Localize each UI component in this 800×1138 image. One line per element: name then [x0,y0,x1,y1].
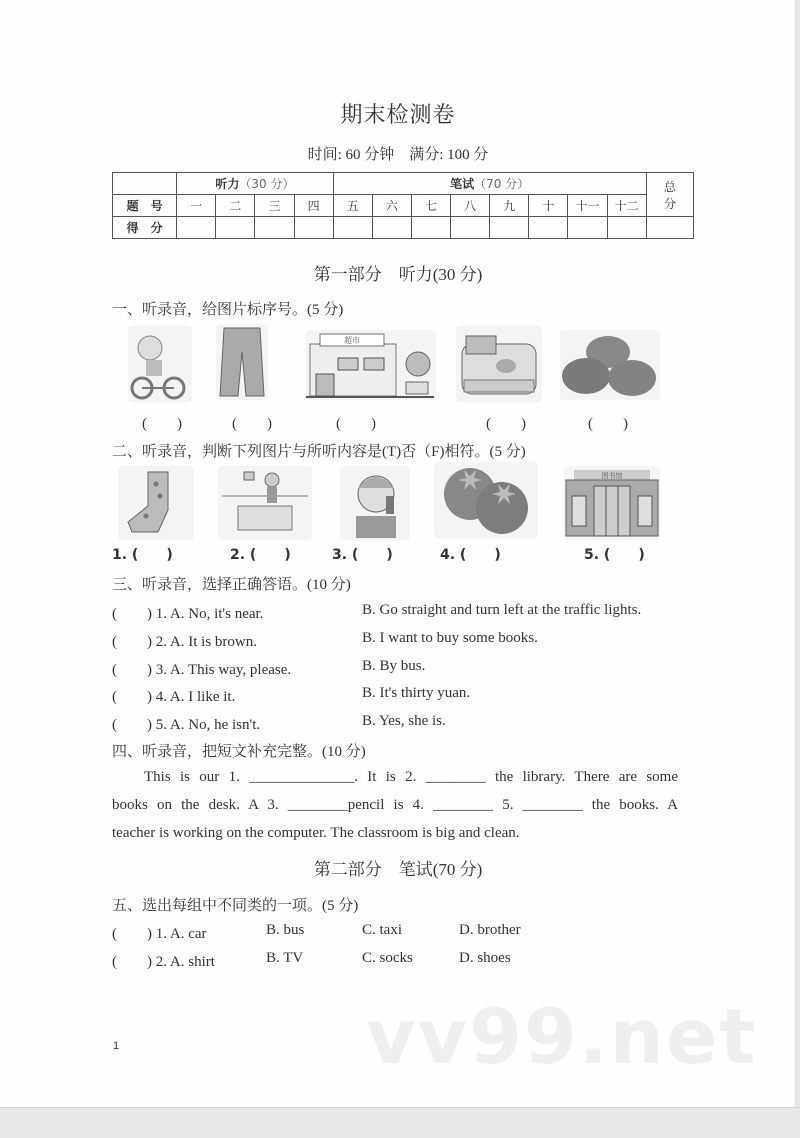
boy-riding-bicycle-icon [128,326,192,402]
q2-answer-3[interactable]: 3. ( ) [332,547,393,563]
score-cell [451,217,490,239]
q3-item-2-a: ( ) 2. A. It is brown. [112,634,257,650]
page-number: 1 [113,1040,120,1052]
svg-text:图书馆: 图书馆 [601,472,623,480]
library-icon [564,466,660,540]
q3-item-4-b: B. It's thirty yuan. [362,685,471,701]
corner-cell [113,173,177,195]
col-3: 三 [255,195,294,217]
question-number-label: 题 号 [113,195,177,217]
q4-line-3: teacher is working on the computer. The classroom is big and clean. [112,825,520,841]
col-4: 四 [294,195,333,217]
part2-title: 第二部分 笔试(70 分) [313,860,483,879]
vertical-scrollbar[interactable] [795,0,800,1107]
col-5: 五 [333,195,372,217]
q3-heading: 三、听录音，选择正确答语。(10 分) [112,577,351,593]
total-score-header: 总 分 [646,173,693,217]
score-cell [294,217,333,239]
q1-answer-4[interactable]: ( ) [486,416,526,432]
col-8: 八 [451,195,490,217]
total-score-cell [646,217,693,239]
col-12: 十二 [607,195,646,217]
supermarket-icon [306,330,436,400]
score-row [113,217,694,239]
boy-in-living-room-icon [218,466,312,540]
svg-text:超市: 超市 [344,336,360,345]
q3-item-1-a: ( ) 1. A. No, it's near. [112,606,264,622]
score-cell [607,217,646,239]
col-11: 十一 [568,195,607,217]
q5-item-2-b: B. TV [266,950,304,966]
q3-item-2-b: B. I want to buy some books. [362,630,538,646]
tomatoes-icon [434,462,538,538]
q3-item-5-a: ( ) 5. A. No, he isn't. [112,717,261,733]
q3-item-1-b: B. Go straight and turn left at the traffic lights. [362,602,642,618]
q4-passage [112,763,678,847]
col-2: 二 [216,195,255,217]
q2-answer-4[interactable]: 4. ( ) [440,547,501,563]
score-cell [490,217,529,239]
q5-item-1-a: ( ) 1. A. car [112,926,207,942]
col-10: 十 [529,195,568,217]
score-cell [333,217,372,239]
page-title: 期末检测卷 [340,102,456,127]
question-number-row [113,195,694,217]
q4-heading: 四、听录音，把短文补充完整。(10 分) [112,744,366,760]
page-bottom-bar [0,1107,800,1138]
score-cell [529,217,568,239]
bed-icon [456,326,542,402]
q1-answer-1[interactable]: ( ) [142,416,182,432]
listening-group-cell: 听力（30 分） [177,173,334,195]
score-cell [372,217,411,239]
exam-time-and-score: 时间: 60 分钟 满分: 100 分 [307,147,489,163]
col-7: 七 [411,195,450,217]
q5-heading: 五、选出每组中不同类的一项。(5 分) [112,898,359,914]
score-table [112,172,694,239]
q4-line-1: This is our 1. ______________. It is 2. ________ the library. There are some [144,769,678,785]
q2-answer-1[interactable]: 1. ( ) [112,547,173,563]
score-cell [255,217,294,239]
q2-answer-5[interactable]: 5. ( ) [584,547,645,563]
score-cell [177,217,216,239]
q2-heading: 二、听录音，判断下列图片与所听内容是(T)否（F)相符。(5 分) [112,444,526,460]
score-label: 得 分 [113,217,177,239]
q5-item-1-b: B. bus [266,922,305,938]
q5-item-2-a: ( ) 2. A. shirt [112,954,215,970]
q1-heading: 一、听录音，给图片标序号。(5 分) [112,302,344,318]
score-cell [216,217,255,239]
score-table-header-row [113,173,694,195]
potatoes-icon [560,330,660,400]
watermark: vv99.net [366,992,758,1081]
score-cell [568,217,607,239]
trousers-icon [216,324,268,400]
q3-item-5-b: B. Yes, she is. [362,713,446,729]
score-cell [411,217,450,239]
part1-title: 第一部分 听力(30 分) [313,265,483,284]
q5-item-2-c: C. socks [362,950,413,966]
girl-on-phone-icon [340,466,410,540]
q3-item-3-a: ( ) 3. A. This way, please. [112,662,292,678]
q3-item-4-a: ( ) 4. A. I like it. [112,689,236,705]
q4-line-2: books on the desk. A 3. ________pencil is 4. ________ 5. ________ the books. A [112,797,678,813]
q1-answer-3[interactable]: ( ) [336,416,376,432]
q1-answer-2[interactable]: ( ) [232,416,272,432]
q3-item-3-b: B. By bus. [362,658,426,674]
col-1: 一 [177,195,216,217]
writing-group-cell: 笔试（70 分） [333,173,646,195]
q5-item-1-d: D. brother [459,922,521,938]
col-6: 六 [372,195,411,217]
q2-answer-2[interactable]: 2. ( ) [230,547,291,563]
socks-icon [118,466,194,540]
col-9: 九 [490,195,529,217]
q5-item-1-c: C. taxi [362,922,402,938]
q5-item-2-d: D. shoes [459,950,511,966]
q1-answer-5[interactable]: ( ) [588,416,628,432]
